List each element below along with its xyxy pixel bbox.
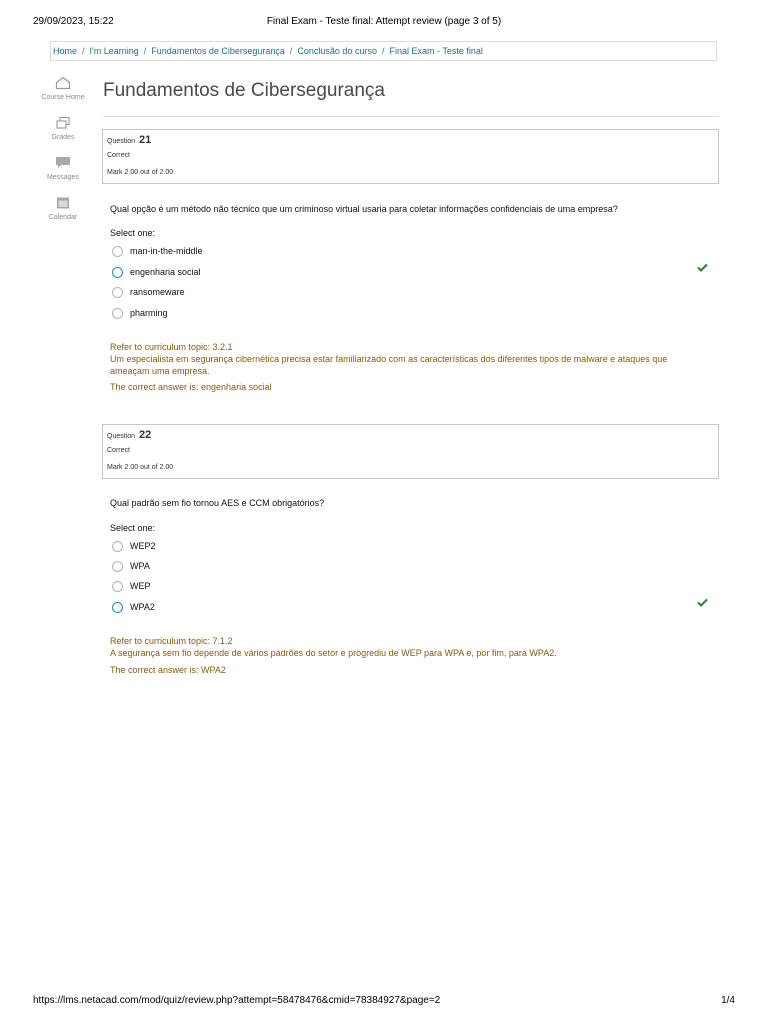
radio-button-selected[interactable] bbox=[112, 267, 123, 278]
print-footer bbox=[0, 995, 768, 1009]
print-header bbox=[0, 16, 768, 30]
question-info-box bbox=[102, 424, 719, 479]
feedback-topic: Refer to curriculum topic: 3.2.1 bbox=[110, 342, 233, 352]
breadcrumb-im-learning[interactable]: I'm Learning bbox=[89, 46, 139, 56]
print-title: Final Exam - Teste final: Attempt review (page 3 of 5) bbox=[266, 16, 502, 27]
answer-option-selected[interactable] bbox=[112, 600, 155, 614]
question-state: Correct bbox=[107, 152, 130, 159]
question-state: Correct bbox=[107, 447, 130, 454]
answer-option[interactable] bbox=[112, 559, 150, 573]
breadcrumb bbox=[50, 41, 717, 61]
correct-check-icon bbox=[697, 598, 708, 607]
question-text: Qual opção é um método não técnico que um criminoso virtual usaria para coletar informações confidenciais de uma empresa? bbox=[110, 204, 618, 214]
sidebar-item-label: Messages bbox=[47, 174, 79, 181]
answer-option-selected[interactable] bbox=[112, 265, 201, 279]
page-title: Fundamentos de Cibersegurança bbox=[103, 80, 386, 101]
answer-option-label: WEP2 bbox=[130, 541, 156, 551]
question-number: Question 21 bbox=[107, 134, 152, 146]
correct-answer: The correct answer is: WPA2 bbox=[110, 665, 226, 675]
sidebar-item-label: Course Home bbox=[41, 94, 85, 101]
breadcrumb-separator: / bbox=[289, 46, 293, 56]
answer-option[interactable] bbox=[112, 579, 151, 593]
question-grade: Mark 2.00 out of 2.00 bbox=[107, 464, 174, 471]
messages-icon bbox=[55, 156, 71, 170]
radio-button[interactable] bbox=[112, 246, 123, 257]
calendar-icon bbox=[55, 196, 71, 210]
sidebar-item-label: Calendar bbox=[48, 214, 78, 221]
answer-option-label: engenharia social bbox=[130, 267, 201, 277]
answer-option[interactable] bbox=[112, 244, 203, 258]
radio-button[interactable] bbox=[112, 287, 123, 298]
answer-option-label: WPA2 bbox=[130, 602, 155, 612]
answer-option[interactable] bbox=[112, 539, 156, 553]
answer-option[interactable] bbox=[112, 285, 185, 299]
answer-option-label: man-in-the-middle bbox=[130, 246, 203, 256]
print-date: 29/09/2023, 15:22 bbox=[33, 16, 114, 27]
feedback-explanation: Um especialista em segurança cibernética precisa estar familiarizado com as características dos diferentes tipos de malware e ataques que ameaçam uma empresa. bbox=[110, 354, 668, 376]
print-url: https://lms.netacad.com/mod/quiz/review.php?attempt=58478476&cmid=78384927&page=2 bbox=[33, 995, 441, 1006]
breadcrumb-final-exam[interactable]: Final Exam - Teste final bbox=[389, 46, 483, 56]
radio-button[interactable] bbox=[112, 561, 123, 572]
sidebar-item-label: Grades bbox=[51, 134, 75, 141]
sidebar-item-messages[interactable] bbox=[38, 156, 88, 184]
radio-button[interactable] bbox=[112, 308, 123, 319]
feedback bbox=[110, 635, 690, 676]
select-one-prompt: Select one: bbox=[110, 523, 156, 533]
home-icon bbox=[55, 76, 71, 90]
sidebar-item-calendar[interactable] bbox=[38, 196, 88, 224]
breadcrumb-separator: / bbox=[82, 46, 85, 56]
answer-option-label: WPA bbox=[130, 561, 150, 571]
breadcrumb-separator: / bbox=[143, 46, 147, 56]
breadcrumb-conclusion[interactable]: Conclusão do curso bbox=[297, 46, 377, 56]
sidebar-item-grades[interactable] bbox=[38, 116, 88, 144]
answer-option[interactable] bbox=[112, 306, 168, 320]
feedback bbox=[110, 341, 690, 393]
answer-option-label: ransomeware bbox=[130, 287, 185, 297]
question-text: Qual padrão sem fio tornou AES e CCM obrigatórios? bbox=[110, 498, 325, 508]
side-nav bbox=[38, 76, 88, 236]
breadcrumb-home[interactable]: Home bbox=[53, 46, 78, 56]
radio-button-selected[interactable] bbox=[112, 602, 123, 613]
breadcrumb-separator: / bbox=[381, 46, 385, 56]
answer-option-label: pharming bbox=[130, 308, 168, 318]
sidebar-item-course-home[interactable] bbox=[38, 76, 88, 104]
print-page-number: 1/4 bbox=[721, 995, 735, 1006]
correct-check-icon bbox=[697, 263, 708, 272]
question-grade: Mark 2.00 out of 2.00 bbox=[107, 169, 174, 176]
question-number: Question 22 bbox=[107, 429, 152, 441]
radio-button[interactable] bbox=[112, 541, 123, 552]
question-info-box bbox=[102, 129, 719, 184]
breadcrumb-course[interactable]: Fundamentos de Cibersegurança bbox=[151, 46, 285, 56]
feedback-explanation: A segurança sem fio depende de vários padrões do setor e progrediu de WEP para WPA e, por fim, para WPA2. bbox=[110, 648, 557, 658]
radio-button[interactable] bbox=[112, 581, 123, 592]
title-divider bbox=[103, 116, 719, 117]
grades-icon bbox=[55, 116, 71, 130]
answer-option-label: WEP bbox=[130, 581, 151, 591]
feedback-topic: Refer to curriculum topic: 7.1.2 bbox=[110, 636, 233, 646]
select-one-prompt: Select one: bbox=[110, 228, 156, 238]
correct-answer: The correct answer is: engenharia social bbox=[110, 382, 272, 392]
